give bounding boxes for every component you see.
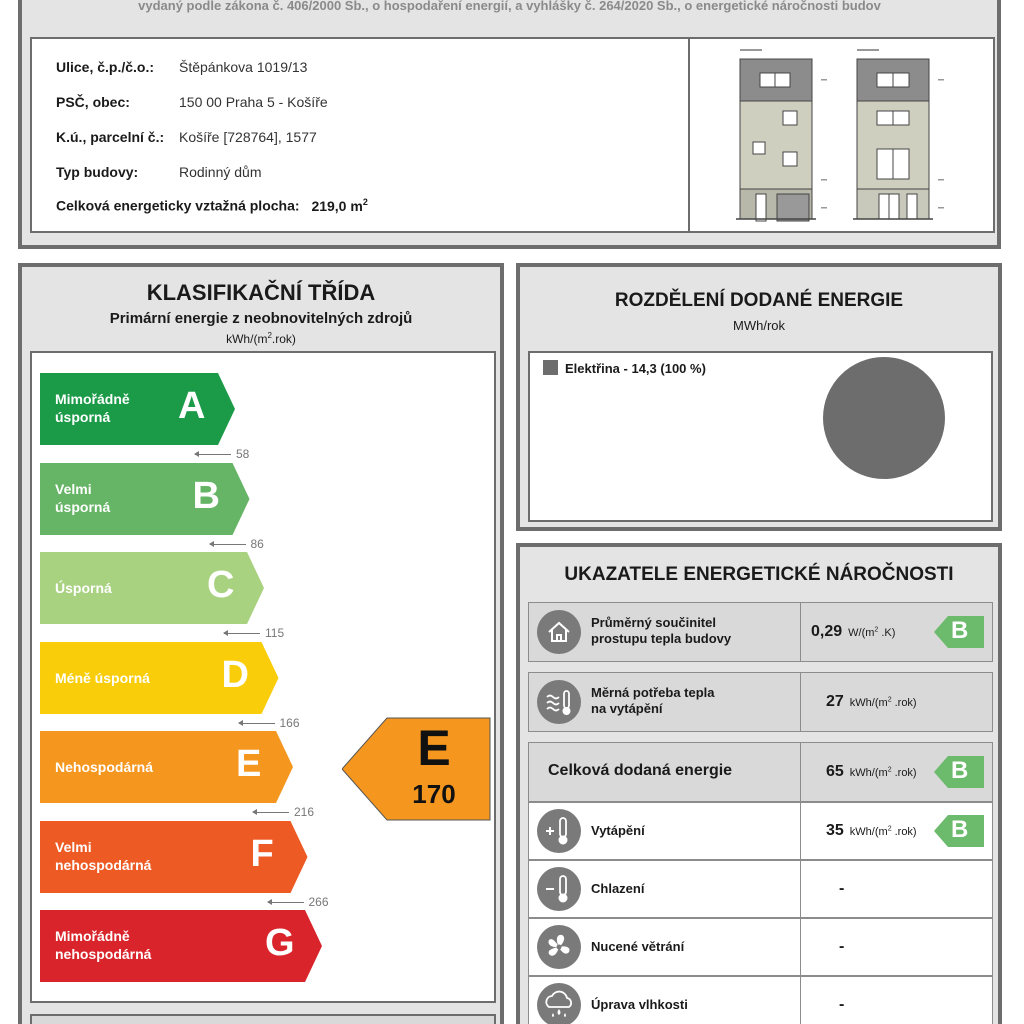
band-e-letter: E bbox=[236, 743, 262, 785]
indicators-panel bbox=[516, 543, 1002, 1024]
indicator-unit bbox=[847, 697, 917, 709]
indicator-value bbox=[826, 763, 917, 781]
row-divider bbox=[800, 743, 801, 801]
indicator-row-total-energy bbox=[528, 742, 993, 802]
current-class-value: 170 bbox=[412, 779, 456, 809]
band-c-label bbox=[55, 579, 112, 597]
legal-notice: vydaný podle zákona č. 406/2000 Sb., o hospodaření energií, a vyhlášky č. 264/2020 Sb., o energetické náročnosti budov bbox=[138, 0, 881, 13]
threshold-marker bbox=[195, 447, 249, 461]
distribution-title: ROZDĚLENÍ DODANÉ ENERGIE bbox=[614, 290, 904, 311]
band-d-label-line1: Méně úsporná bbox=[55, 669, 150, 686]
band-c-label-line1: Úsporná bbox=[55, 580, 112, 596]
unit-text: kWh/(m bbox=[849, 767, 888, 779]
band-b-label-line1: Velmi bbox=[55, 480, 92, 497]
band-g-label bbox=[55, 927, 151, 963]
unit-sup: 2 bbox=[887, 696, 892, 704]
unit-sup: 2 bbox=[874, 626, 879, 634]
unit-tail: .rok) bbox=[894, 767, 917, 779]
indicator-row-ventilation bbox=[528, 918, 993, 976]
indicator-value bbox=[826, 693, 917, 711]
threshold-value: 166 bbox=[279, 715, 300, 730]
band-f-label-line1: Velmi bbox=[55, 838, 92, 855]
heat-need-icon bbox=[537, 680, 581, 724]
pie-slice-electricity bbox=[823, 357, 945, 479]
threshold-arrow-icon bbox=[268, 902, 304, 903]
band-d-letter: D bbox=[221, 653, 249, 696]
band-b bbox=[40, 463, 250, 535]
indicator-label: Celková dodaná energie bbox=[548, 762, 733, 779]
street-label: Ulice, č.p./č.o.: bbox=[56, 59, 155, 75]
row-divider bbox=[800, 861, 801, 917]
threshold-marker bbox=[268, 895, 329, 909]
unit-text: kWh/(m bbox=[849, 826, 888, 838]
classification-subtitle: Primární energie z neobnovitelných zdrojů bbox=[109, 310, 413, 327]
badge-letter: B bbox=[951, 757, 969, 784]
threshold-arrow-icon bbox=[253, 812, 289, 813]
house-icon bbox=[537, 610, 581, 654]
header-panel bbox=[18, 0, 1001, 249]
indicator-label bbox=[591, 685, 715, 717]
threshold-value: 115 bbox=[265, 626, 285, 640]
zip-value: 150 00 Praha 5 - Košíře bbox=[179, 94, 328, 110]
threshold-marker bbox=[224, 626, 284, 640]
band-d-label bbox=[55, 669, 150, 687]
indicator-row-humidity bbox=[528, 976, 993, 1024]
distribution-unit: MWh/rok bbox=[733, 318, 785, 333]
band-a-label-line2: úsporná bbox=[55, 409, 111, 425]
indicator-number: 27 bbox=[826, 693, 844, 710]
fan-icon bbox=[537, 925, 581, 969]
indicator-unit bbox=[847, 826, 917, 838]
area-label: Celková energeticky vztažná plocha: bbox=[56, 197, 300, 214]
cadastral-value: Košíře [728764], 1577 bbox=[179, 129, 317, 145]
humidity-icon bbox=[537, 983, 581, 1024]
indicator-label-line2: na vytápění bbox=[591, 701, 663, 716]
indicator-row-heat-transfer bbox=[528, 602, 993, 662]
band-c bbox=[40, 552, 264, 624]
zip-label: PSČ, obec: bbox=[56, 94, 130, 110]
unit-tail: .rok) bbox=[894, 826, 917, 838]
threshold-arrow-icon bbox=[224, 633, 260, 634]
band-g-label-line2: nehospodárná bbox=[55, 946, 152, 962]
street-value: Štěpánkova 1019/13 bbox=[179, 59, 308, 75]
threshold-value: 266 bbox=[308, 894, 329, 909]
unit-tail: .K) bbox=[881, 627, 896, 639]
row-divider bbox=[800, 919, 801, 975]
band-e bbox=[40, 731, 293, 803]
indicator-label-line2: prostupu tepla budovy bbox=[591, 631, 732, 646]
threshold-arrow-icon bbox=[210, 544, 246, 545]
band-g-letter: G bbox=[265, 922, 295, 964]
unit-tail: .rok) bbox=[894, 697, 917, 709]
indicator-badge bbox=[934, 616, 984, 648]
row-divider bbox=[800, 977, 801, 1024]
band-a-label bbox=[55, 390, 130, 426]
address-box bbox=[30, 37, 692, 233]
indicator-label: Úprava vlhkosti bbox=[591, 997, 688, 1012]
indicator-empty-value: - bbox=[839, 996, 845, 1013]
classification-footer bbox=[30, 1014, 496, 1024]
badge-letter: B bbox=[951, 617, 969, 644]
threshold-marker bbox=[210, 537, 264, 551]
area-row bbox=[56, 197, 368, 214]
indicator-row-cooling bbox=[528, 860, 993, 918]
thermometer-minus-icon bbox=[537, 867, 581, 911]
indicator-value bbox=[826, 822, 917, 840]
facade-right bbox=[853, 59, 933, 219]
threshold-arrow-icon bbox=[239, 723, 275, 724]
current-class-indicator bbox=[342, 717, 491, 821]
indicator-unit bbox=[847, 767, 917, 779]
pie-chart bbox=[530, 353, 991, 520]
threshold-value: 216 bbox=[294, 805, 315, 819]
band-f-label bbox=[55, 838, 151, 874]
area-value: 219,0 m bbox=[311, 197, 363, 214]
indicator-label bbox=[591, 615, 731, 647]
classification-scale bbox=[30, 351, 496, 1003]
indicator-empty-value: - bbox=[839, 938, 845, 955]
indicators-title: UKAZATELE ENERGETICKÉ NÁROČNOSTI bbox=[564, 564, 954, 585]
band-e-label bbox=[55, 758, 153, 776]
row-divider bbox=[800, 603, 801, 661]
band-b-label bbox=[55, 480, 110, 516]
indicator-badge bbox=[934, 756, 984, 788]
indicator-badge bbox=[934, 815, 984, 847]
area-unit-sup: 2 bbox=[362, 197, 368, 207]
threshold-marker bbox=[253, 805, 314, 819]
band-a-letter: A bbox=[178, 385, 206, 427]
indicator-row-heating bbox=[528, 802, 993, 860]
building-drawing bbox=[688, 37, 995, 233]
band-d bbox=[40, 642, 279, 714]
facade-drawing bbox=[690, 39, 993, 231]
indicator-number: 0,29 bbox=[811, 623, 843, 640]
distribution-chart bbox=[528, 351, 993, 522]
indicator-unit bbox=[845, 627, 895, 639]
classification-unit-sup: 2 bbox=[267, 331, 272, 340]
cadastral-label: K.ú., parcelní č.: bbox=[56, 129, 165, 145]
band-b-label-line2: úsporná bbox=[55, 498, 111, 515]
band-c-letter: C bbox=[207, 564, 235, 606]
indicator-label-line1: Průměrný součinitel bbox=[591, 615, 716, 630]
band-b-letter: B bbox=[192, 474, 220, 517]
indicator-row-heat-need bbox=[528, 672, 993, 732]
band-f-label-line2: nehospodárná bbox=[55, 856, 152, 873]
row-divider bbox=[800, 803, 801, 859]
indicator-label-line1: Měrná potřeba tepla bbox=[591, 685, 715, 700]
threshold-value: 58 bbox=[236, 447, 250, 461]
indicator-empty-value: - bbox=[839, 880, 845, 897]
legend-label: Elektřina - 14,3 (100 %) bbox=[565, 361, 706, 376]
unit-text: W/(m bbox=[848, 627, 875, 639]
thermometer-plus-icon bbox=[537, 809, 581, 853]
threshold-value: 86 bbox=[250, 536, 264, 551]
indicator-label: Nucené větrání bbox=[591, 939, 685, 954]
band-g bbox=[40, 910, 322, 982]
classification-unit-tail: .rok) bbox=[271, 332, 296, 346]
classification-unit-text: kWh/(m bbox=[226, 332, 268, 346]
building-type-value: Rodinný dům bbox=[179, 164, 262, 180]
indicator-value bbox=[811, 623, 895, 641]
band-g-label-line1: Mimořádně bbox=[55, 928, 130, 944]
facade-left bbox=[736, 59, 816, 221]
indicator-number: 65 bbox=[826, 763, 844, 780]
current-class-letter: E bbox=[417, 720, 451, 776]
band-a-label-line1: Mimořádně bbox=[55, 391, 130, 407]
unit-sup: 2 bbox=[887, 825, 892, 833]
band-f bbox=[40, 821, 308, 893]
band-a bbox=[40, 373, 235, 445]
unit-text: kWh/(m bbox=[849, 697, 888, 709]
row-divider bbox=[800, 673, 801, 731]
indicator-label: Chlazení bbox=[591, 881, 645, 896]
classification-panel bbox=[18, 263, 504, 1024]
threshold-marker bbox=[239, 716, 300, 730]
classification-unit bbox=[22, 331, 500, 346]
building-type-label: Typ budovy: bbox=[56, 164, 139, 180]
distribution-panel bbox=[516, 263, 1002, 531]
indicator-number: 35 bbox=[826, 822, 844, 839]
indicator-label: Vytápění bbox=[591, 823, 645, 838]
classification-title: KLASIFIKAČNÍ TŘÍDA bbox=[146, 280, 376, 305]
threshold-arrow-icon bbox=[195, 454, 231, 455]
badge-letter: B bbox=[951, 816, 969, 843]
band-e-label-line1: Nehospodárná bbox=[55, 759, 154, 775]
band-f-letter: F bbox=[250, 832, 274, 875]
unit-sup: 2 bbox=[887, 766, 892, 774]
